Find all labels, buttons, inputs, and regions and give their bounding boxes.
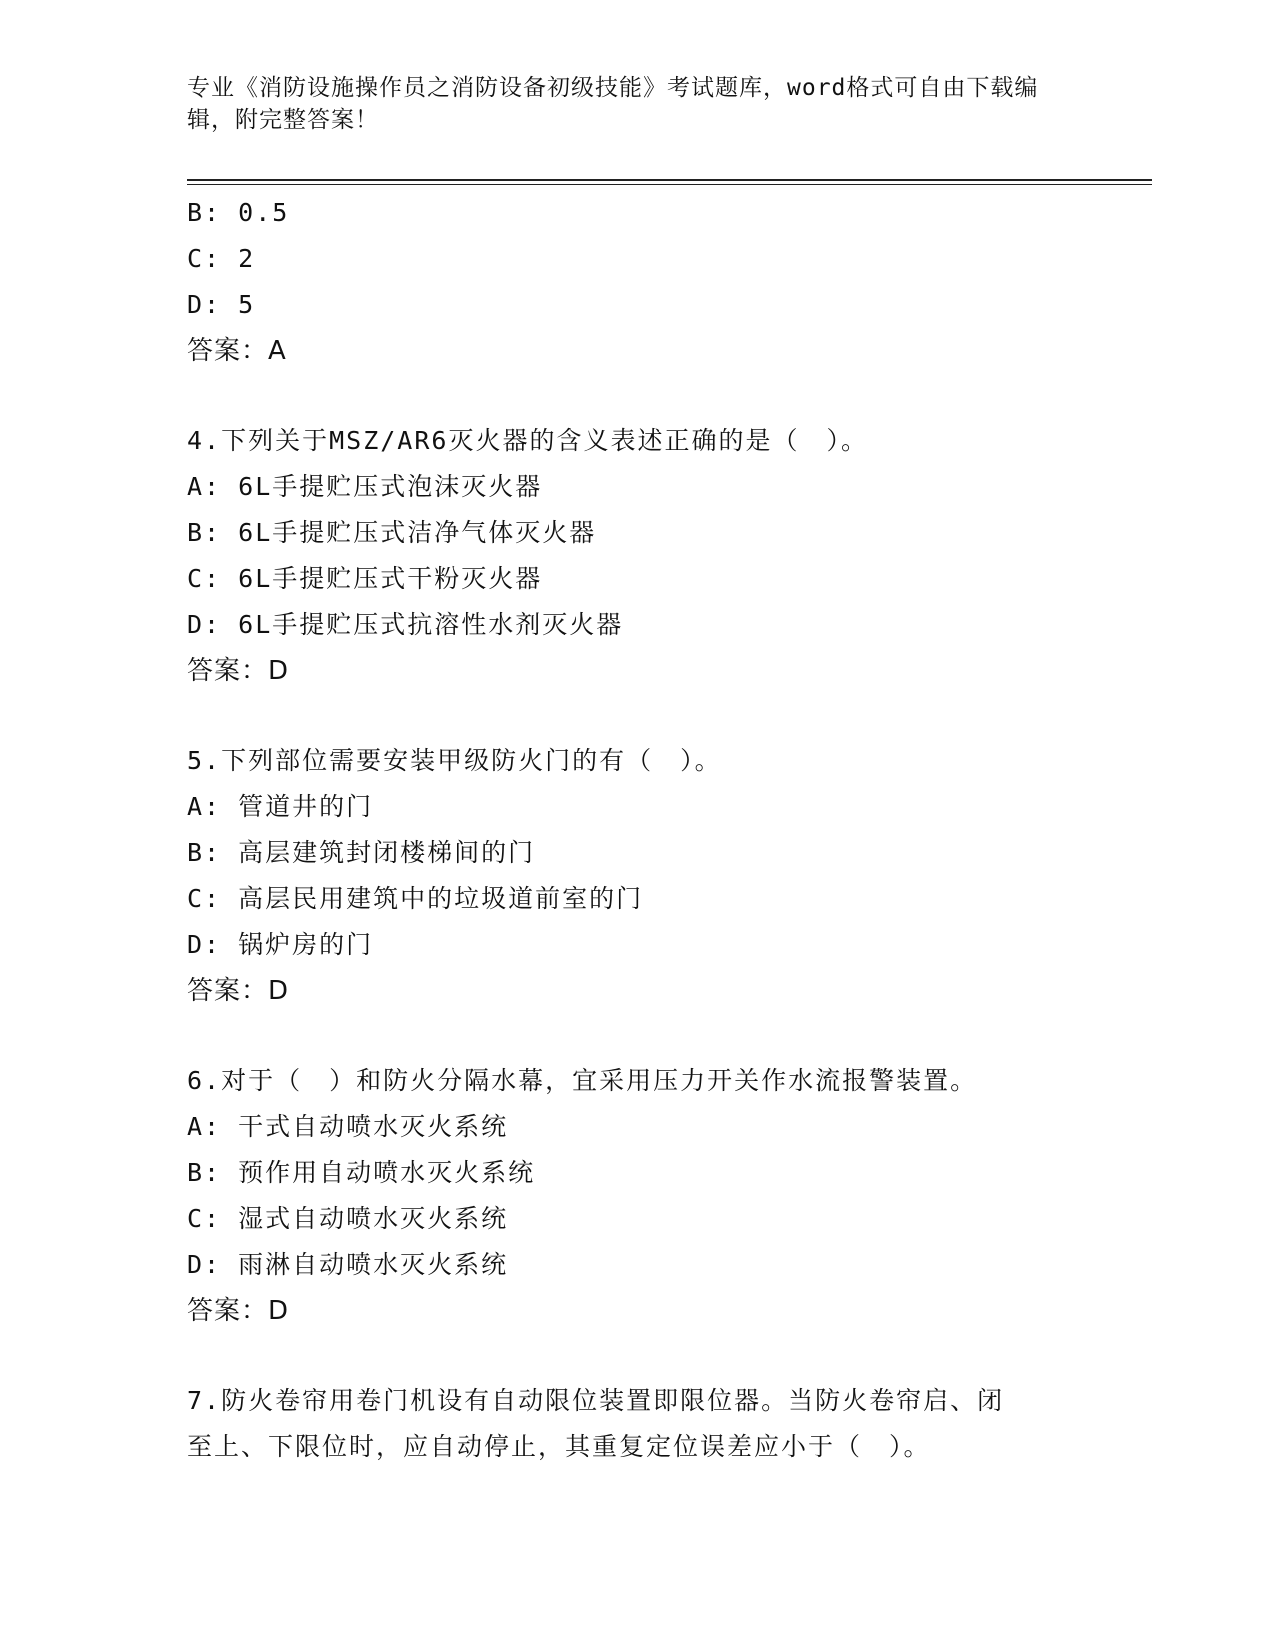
option-a: A: 管道井的门 xyxy=(187,792,374,821)
question-stem-line-2: 至上、下限位时，应自动停止，其重复定位误差应小于（ ）。 xyxy=(187,1432,931,1461)
question-list xyxy=(187,190,1067,1470)
option-d: D: 雨淋自动喷水灭火系统 xyxy=(187,1250,509,1279)
question-6 xyxy=(187,1058,1067,1334)
answer-line: 答案：D xyxy=(187,1296,290,1326)
question-5 xyxy=(187,738,1067,1014)
option-d: D: 锅炉房的门 xyxy=(187,930,374,959)
header-divider-thin xyxy=(187,184,1152,185)
option-c: C: 2 xyxy=(187,244,256,273)
option-d: D: 5 xyxy=(187,290,256,319)
answer-line: 答案：A xyxy=(187,336,287,366)
option-b: B: 6L手提贮压式洁净气体灭火器 xyxy=(187,518,597,547)
question-3 xyxy=(187,190,1067,374)
header-line-2: 辑，附完整答案！ xyxy=(187,107,379,133)
question-stem: 6.对于（ ）和防火分隔水幕，宜采用压力开关作水流报警装置。 xyxy=(187,1066,978,1095)
question-stem: 5.下列部位需要安装甲级防火门的有（ ）。 xyxy=(187,746,722,775)
answer-line: 答案：D xyxy=(187,976,290,1006)
spacer xyxy=(187,1014,1067,1058)
option-a: A: 6L手提贮压式泡沫灭火器 xyxy=(187,472,543,501)
header-line-1: 专业《消防设施操作员之消防设备初级技能》考试题库，word格式可自由下载编 xyxy=(187,75,1039,101)
option-c: C: 6L手提贮压式干粉灭火器 xyxy=(187,564,543,593)
option-b: B: 0.5 xyxy=(187,198,290,227)
option-c: C: 湿式自动喷水灭火系统 xyxy=(187,1204,509,1233)
option-c: C: 高层民用建筑中的垃圾道前室的门 xyxy=(187,884,644,913)
spacer xyxy=(187,1334,1067,1378)
document-header xyxy=(187,72,1067,136)
question-stem-line-1: 7.防火卷帘用卷门机设有自动限位装置即限位器。当防火卷帘启、闭 xyxy=(187,1386,1005,1415)
question-4 xyxy=(187,418,1067,694)
option-b: B: 高层建筑封闭楼梯间的门 xyxy=(187,838,536,867)
spacer xyxy=(187,694,1067,738)
option-b: B: 预作用自动喷水灭火系统 xyxy=(187,1158,536,1187)
question-7 xyxy=(187,1378,1067,1470)
option-a: A: 干式自动喷水灭火系统 xyxy=(187,1112,509,1141)
option-d: D: 6L手提贮压式抗溶性水剂灭火器 xyxy=(187,610,624,639)
question-stem: 4.下列关于MSZ/AR6灭火器的含义表述正确的是（ ）。 xyxy=(187,426,868,455)
header-divider-thick xyxy=(187,179,1152,181)
answer-line: 答案：D xyxy=(187,656,290,686)
spacer xyxy=(187,374,1067,418)
